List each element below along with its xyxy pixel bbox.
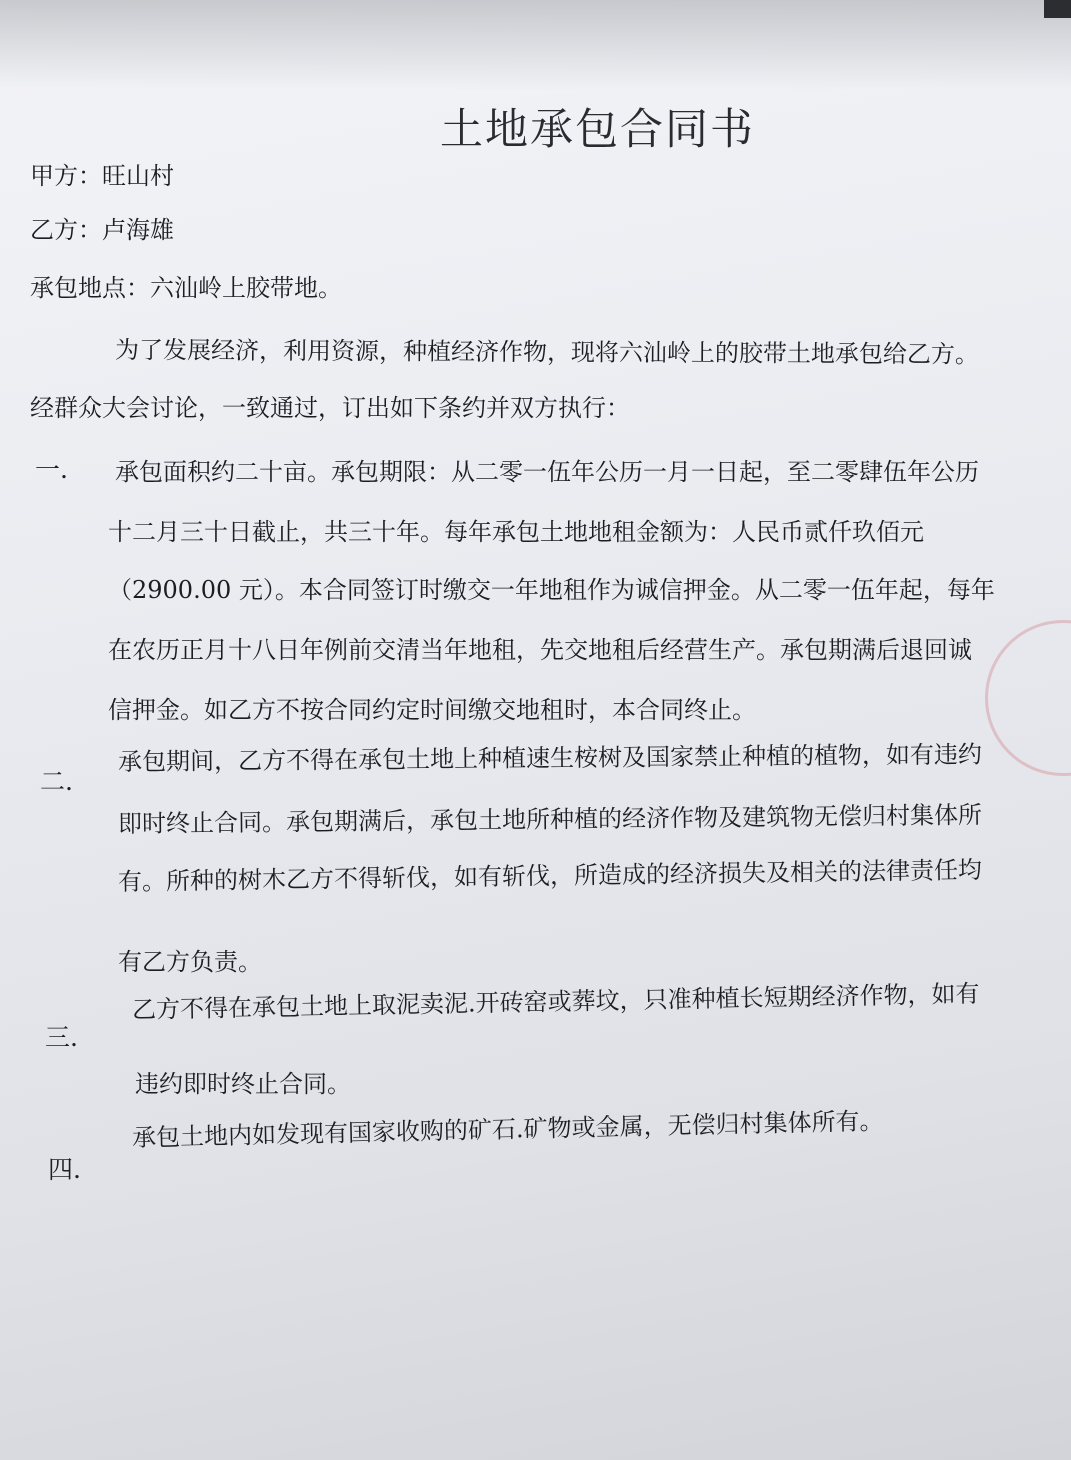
red-seal-stamp <box>985 620 1071 776</box>
clause-1-line-3: （2900.00 元）。本合同签订时缴交一年地租作为诚信押金。从二零一伍年起，每年 <box>108 576 995 604</box>
clause-2-line-1: 承包期间，乙方不得在承包土地上种植速生桉树及国家禁止种植的植物，如有违约 <box>117 740 983 776</box>
contract-location: 承包地点：六汕岭上胶带地。 <box>30 274 342 302</box>
clause-2-number: 二. <box>40 767 73 796</box>
party-a: 甲方：旺山村 <box>30 162 174 190</box>
clause-1-line-4: 在农历正月十八日年例前交清当年地租，先交地租后经营生产。承包期满后退回诚 <box>108 636 972 664</box>
party-b: 乙方：卢海雄 <box>30 216 174 244</box>
binder-clip <box>1044 0 1071 18</box>
clause-1-line-5: 信押金。如乙方不按合同约定时间缴交地租时，本合同终止。 <box>108 696 756 724</box>
intro-line-1: 为了发展经济，利用资源，种植经济作物，现将六汕岭上的胶带土地承包给乙方。 <box>114 336 980 369</box>
clause-2-line-4: 有乙方负责。 <box>118 948 262 976</box>
clause-3-line-1: 乙方不得在承包土地上取泥卖泥.开砖窑或葬坟，只准种植长短期经济作物，如有 <box>131 979 980 1024</box>
intro-line-2: 经群众大会讨论，一致通过，订出如下条约并双方执行： <box>30 394 630 422</box>
clause-2-line-2: 即时终止合同。承包期满后，承包土地所种植的经济作物及建筑物无偿归村集体所 <box>117 800 983 838</box>
top-shadow <box>0 0 1071 90</box>
clause-1-number: 一. <box>35 455 68 484</box>
clause-2-line-3: 有。所种的树木乙方不得斩伐，如有斩伐，所造成的经济损失及相关的法律责任均 <box>117 855 983 896</box>
clause-3-line-2: 违约即时终止合同。 <box>135 1070 351 1098</box>
clause-1-line-2: 十二月三十日截止，共三十年。每年承包土地地租金额为：人民币贰仟玖佰元 <box>108 518 924 546</box>
clause-4-number: 四. <box>48 1155 81 1184</box>
clause-3-number: 三. <box>45 1023 78 1052</box>
clause-1-line-1: 承包面积约二十亩。承包期限：从二零一伍年公历一月一日起，至二零肆伍年公历 <box>115 458 979 486</box>
document-title: 土地承包合同书 <box>440 105 755 155</box>
clause-4-line-1: 承包土地内如发现有国家收购的矿石.矿物或金属，无偿归村集体所有。 <box>131 1106 884 1152</box>
